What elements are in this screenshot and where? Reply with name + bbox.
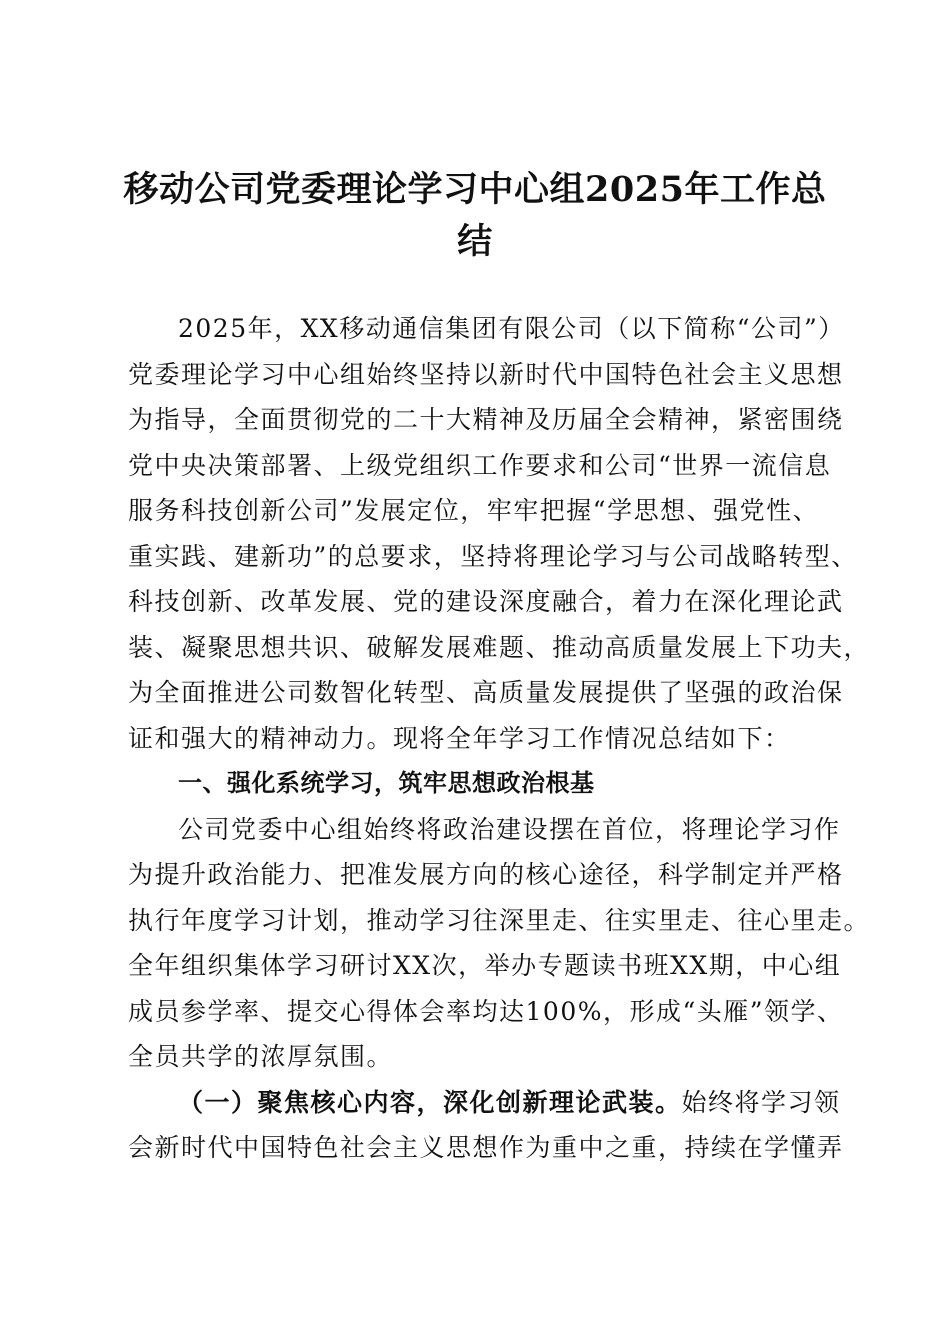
paragraph-line: 科技创新、改革发展、党的建设深度融合，着力在深化理论武 [128, 587, 844, 616]
paragraph-line: 2025年，XX移动通信集团有限公司（以下简称“公司”） [178, 314, 845, 343]
document-body [128, 306, 871, 1171]
intro-paragraph [128, 306, 871, 761]
paragraph-line [128, 1080, 841, 1126]
paragraph-line: 执行年度学习计划，推动学习往深里走、往实里走、往心里走。 [128, 905, 871, 935]
paragraph-line: 公司党委中心组始终将政治建设摆在首位，将理论学习作 [178, 814, 841, 844]
paragraph-line: 全员共学的浓厚氛围。 [128, 1042, 394, 1071]
document-title [120, 164, 830, 268]
paragraph-line: 服务科技创新公司”发展定位，牢牢把握“学思想、强党性、 [128, 496, 820, 525]
section-heading-1: 一、强化系统学习，筑牢思想政治根基 [178, 769, 595, 797]
subsection-1-text: 始终将学习领 [681, 1087, 841, 1117]
section-1-paragraph [128, 807, 871, 1080]
paragraph-line: 会新时代中国特色社会主义思想作为重中之重，持续在学懂弄 [128, 1133, 844, 1162]
paragraph-line: 证和强大的精神动力。现将全年学习工作情况总结如下： [128, 723, 791, 753]
subsection-heading-1: （一）聚焦核心内容，深化创新理论武装。 [178, 1087, 682, 1117]
paragraph-line: 为全面推进公司数智化转型、高质量发展提供了坚强的政治保 [128, 678, 844, 707]
paragraph-line: 为指导，全面贯彻党的二十大精神及历届全会精神，紧密围绕 [128, 405, 844, 434]
paragraph-line: 成员参学率、提交心得体会率均达100%，形成“头雁”领学、 [128, 996, 844, 1026]
paragraph-line: 重实践、建新功”的总要求，坚持将理论学习与公司战略转型、 [128, 541, 858, 571]
paragraph-line: 党委理论学习中心组始终坚持以新时代中国特色社会主义思想 [128, 359, 844, 389]
paragraph-line: 装、凝聚思想共识、破解发展难题、推动高质量发展上下功夫， [128, 632, 871, 662]
paragraph-line: 党中央决策部署、上级党组织工作要求和公司“世界一流信息 [128, 450, 832, 480]
paragraph-line: 全年组织集体学习研讨XX次，举办专题读书班XX期，中心组 [128, 951, 842, 980]
subsection-1-paragraph [128, 1080, 844, 1171]
title-line-1: 移动公司党委理论学习中心组2025年工作总 [123, 169, 827, 210]
title-line-2: 结 [457, 221, 493, 262]
paragraph-line: 为提升政治能力、把准发展方向的核心途径，科学制定并严格 [128, 860, 844, 889]
